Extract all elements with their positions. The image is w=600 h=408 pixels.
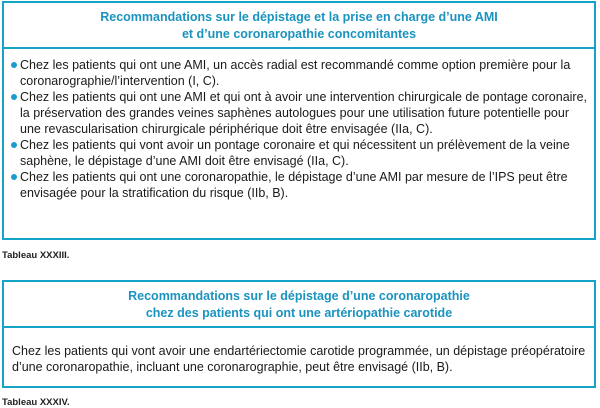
recommendation-text: Chez les patients qui ont une AMI et qui ont à avoir une intervention chirurgicale de pontage coronaire, la préservation des grandes veines saphènes autologues pour une utilisation future potentielle pour une revascularisation chirurgicale périphérique doit être envisagée (IIa, C).: [20, 90, 588, 136]
bullet-icon: [11, 142, 17, 148]
recommendation-title-line-2: et d’une coronaropathie concomitantes: [181, 27, 417, 41]
table-caption: Tableau XXXIV.: [2, 397, 70, 408]
recommendation-item: [10, 137, 588, 169]
recommendation-item: [10, 57, 588, 89]
recommendation-item: [10, 89, 588, 137]
recommendation-title-line-1: Recommandations sur le dépistage d’une coronaropathie: [128, 289, 470, 303]
recommendation-body: [4, 49, 594, 201]
recommendation-box-ami: [2, 1, 596, 240]
recommendation-body: [4, 328, 594, 375]
recommendation-list: [10, 57, 588, 201]
bullet-icon: [11, 62, 17, 68]
bullet-icon: [11, 94, 17, 100]
recommendation-text: Chez les patients qui ont une coronaropathie, le dépistage d’une AMI par mesure de l’IPS peut être envisagée pour la stratification du risque (IIb, B).: [20, 170, 568, 200]
recommendation-title-line-2: chez des patients qui ont une artériopathie carotide: [145, 306, 453, 320]
recommendation-box-coronary: [2, 280, 596, 388]
recommendation-item: [10, 169, 588, 201]
bullet-icon: [11, 174, 17, 180]
recommendation-text: Chez les patients qui vont avoir un pontage coronaire et qui nécessitent un prélèvement de la veine saphène, le dépistage d’une AMI doit être envisagé (IIa, C).: [20, 138, 570, 168]
recommendation-header: [4, 3, 594, 49]
recommendation-title-line-1: Recommandations sur le dépistage et la prise en charge d’une AMI: [100, 10, 498, 24]
recommendation-text: Chez les patients qui vont avoir une endartériectomie carotide programmée, un dépistage préopératoire d’une coronaropathie, incluant une coronarographie, peut être envisagé (IIb, B).: [12, 344, 586, 374]
table-caption: Tableau XXXIII.: [2, 250, 70, 261]
recommendation-header: [4, 282, 594, 328]
recommendation-text: Chez les patients qui ont une AMI, un accès radial est recommandé comme option première pour la coronarographie/l’intervention (I, C).: [20, 58, 571, 88]
